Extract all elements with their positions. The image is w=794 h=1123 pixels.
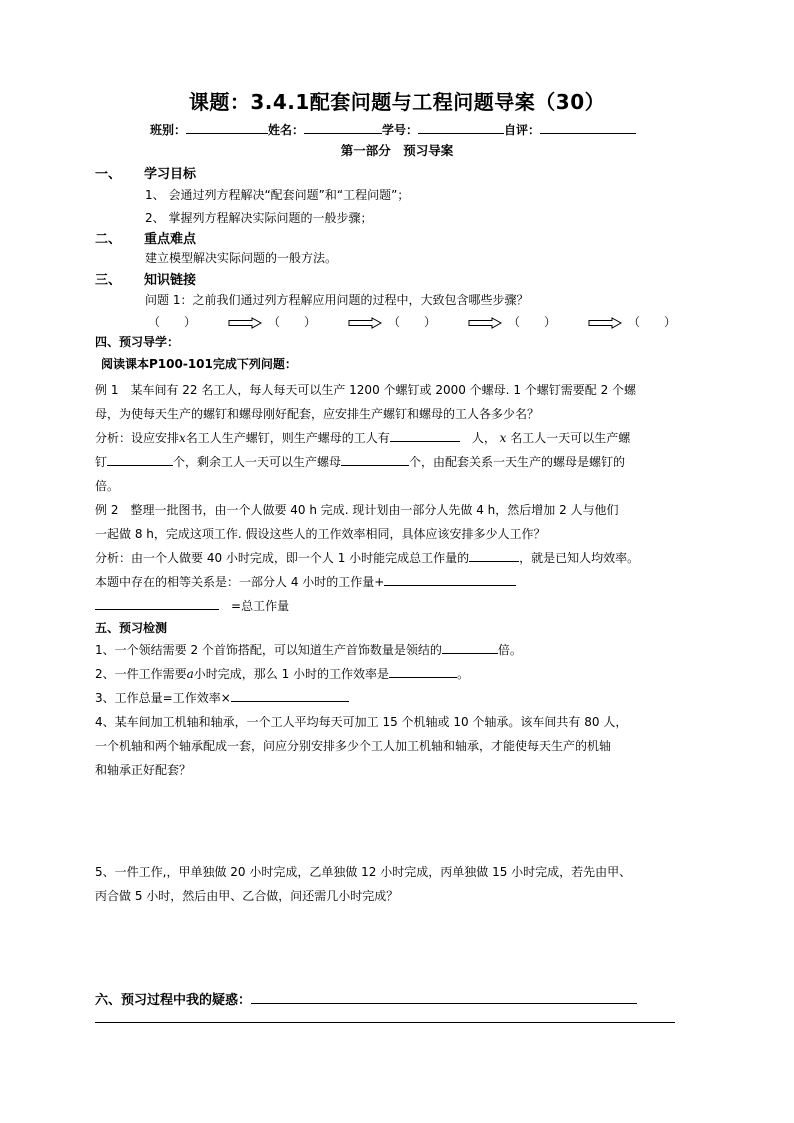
check-question-5-line2: 丙合做 5 小时，然后由甲、乙合做，问还需几小时完成？ bbox=[95, 889, 399, 903]
page-title: 课题：3.4.1配套问题与工程问题导案（30） bbox=[188, 90, 606, 114]
arrow-icon bbox=[228, 317, 262, 329]
example1-analysis-line3: 倍。 bbox=[95, 479, 120, 493]
name-label: 姓名： bbox=[268, 123, 305, 137]
class-blank[interactable] bbox=[186, 121, 268, 134]
section6-title: 六、预习过程中我的疑惑： bbox=[95, 993, 252, 1008]
eval-label: 自评： bbox=[504, 123, 541, 137]
section3-title: 知识链接 bbox=[144, 273, 197, 288]
section4-title: 四、预习导学： bbox=[95, 335, 180, 349]
text-span: 1、一个领结需要 2 个首饰搭配，可以知道生产首饰数量是领结的 bbox=[95, 643, 442, 657]
answer-blank[interactable] bbox=[469, 549, 519, 562]
step-blank-3[interactable]: （ ） bbox=[388, 315, 437, 329]
step-blank-4[interactable]: （ ） bbox=[508, 315, 557, 329]
step-blank-5[interactable]: （ ） bbox=[628, 315, 677, 329]
step-blank-2[interactable]: （ ） bbox=[268, 315, 317, 329]
text-span: 分析：由一个人做要 40 小时完成，即一个人 1 小时能完成总工作量的 bbox=[95, 551, 470, 565]
arrow-icon bbox=[468, 317, 502, 329]
answer-blank[interactable] bbox=[390, 429, 460, 442]
check-question-4-line2: 一个机轴和两个轴承配成一套，问应分别安排多少个工人加工机轴和轴承，才能使每天生产的机轴 bbox=[95, 739, 612, 753]
answer-blank[interactable] bbox=[231, 689, 349, 702]
example2-line2: 一起做 8 h，完成这项工作. 假设这些人的工作效率相同，具体应该安排多少人工作？ bbox=[95, 527, 546, 541]
id-blank[interactable] bbox=[418, 121, 504, 134]
goal-item-2: 2、 掌握列方程解决实际问题的一般步骤； bbox=[145, 211, 373, 225]
doubts-blank-2[interactable] bbox=[95, 1022, 675, 1023]
key-points-text: 建立模型解决实际问题的一般方法。 bbox=[145, 251, 338, 265]
steps-flow bbox=[148, 313, 702, 330]
reading-instruction: 阅读课本P100-101完成下列问题： bbox=[101, 357, 297, 371]
section3-number: 三、 bbox=[95, 273, 122, 288]
name-blank[interactable] bbox=[304, 121, 382, 134]
text-span: 个，剩余工人一天可以生产螺母 bbox=[173, 455, 342, 469]
example1-analysis-line2 bbox=[95, 453, 625, 470]
class-label: 班别： bbox=[150, 123, 187, 137]
id-label: 学号： bbox=[382, 123, 419, 137]
text-span: ，就是已知人均效率。 bbox=[519, 551, 640, 565]
variable-x: x bbox=[499, 431, 507, 445]
variable-x: x bbox=[179, 431, 186, 445]
doubts-line bbox=[95, 989, 637, 1008]
check-question-4-line1: 4、某车间加工机轴和轴承，一个工人平均每天可加工 15 个机轴或 10 个轴承。该车间共有 80 人， bbox=[95, 715, 628, 729]
part-title: 第一部分 预习导案 bbox=[340, 143, 454, 158]
section5-title: 五、预习检测 bbox=[95, 621, 168, 635]
example2-analysis-line2 bbox=[95, 573, 516, 590]
section2-number: 二、 bbox=[95, 232, 122, 247]
example2-analysis-line1 bbox=[95, 549, 639, 566]
text-span: 人， bbox=[471, 431, 496, 445]
check-question-4-line3: 和轴承正好配套？ bbox=[95, 763, 192, 777]
answer-blank[interactable] bbox=[384, 573, 516, 586]
answer-blank[interactable] bbox=[95, 597, 219, 610]
text-span: 个，由配套关系一天生产的螺母是螺钉的 bbox=[409, 455, 626, 469]
eval-blank[interactable] bbox=[540, 121, 636, 134]
text-span: 名工人一天可以生产螺 bbox=[510, 431, 631, 445]
text-span: 名工人生产螺钉，则生产螺母的工人有 bbox=[185, 431, 390, 445]
example1-line1: 例 1 某车间有 22 名工人，每人每天可以生产 1200 个螺钉或 2000 个螺母. 1 个螺钉需要配 2 个螺 bbox=[95, 383, 637, 397]
text-span: 本题中存在的相等关系是：一部分人 4 小时的工作量+ bbox=[95, 575, 385, 589]
variable-a: a bbox=[186, 667, 194, 681]
text-span: 分析：设应安排 bbox=[95, 431, 180, 445]
doubts-blank-1[interactable] bbox=[251, 993, 637, 1004]
example1-line2: 母，为使每天生产的螺钉和螺母刚好配套，应安排生产螺钉和螺母的工人各多少名？ bbox=[95, 407, 540, 421]
section2-title: 重点难点 bbox=[144, 232, 197, 247]
text-span: 钉 bbox=[95, 455, 108, 469]
example2-line1: 例 2 整理一批图书，由一个人做要 40 h 完成. 现计划由一部分人先做 4 h，然后增加 2 人与他们 bbox=[95, 503, 619, 517]
text-span: 2、一件工作需要 bbox=[95, 667, 187, 681]
answer-blank[interactable] bbox=[341, 453, 409, 466]
check-question-5-line1: 5、一件工作,，甲单独做 20 小时完成，乙单独做 12 小时完成，丙单独做 15 小时完成，若先由甲、 bbox=[95, 865, 632, 879]
answer-blank[interactable] bbox=[107, 453, 173, 466]
goal-item-1: 1、 会通过列方程解决“配套问题”和“工程问题”； bbox=[145, 188, 410, 202]
check-question-1 bbox=[95, 641, 522, 658]
arrow-icon bbox=[588, 317, 622, 329]
arrow-icon bbox=[348, 317, 382, 329]
answer-blank[interactable] bbox=[389, 665, 457, 678]
check-question-2 bbox=[95, 665, 469, 682]
text-span: 倍。 bbox=[497, 643, 522, 657]
text-span: 。 bbox=[457, 667, 470, 681]
section1-title: 学习目标 bbox=[144, 167, 197, 182]
student-info-line bbox=[150, 121, 636, 138]
text-span: =总工作量 bbox=[231, 599, 290, 613]
step-blank-1[interactable]: （ ） bbox=[148, 315, 197, 329]
text-span: 3、工作总量=工作效率× bbox=[95, 691, 231, 705]
example1-analysis-line1 bbox=[95, 429, 630, 446]
question-1: 问题 1：之前我们通过列方程解应用问题的过程中，大致包含哪些步骤？ bbox=[145, 293, 529, 307]
answer-blank[interactable] bbox=[442, 641, 498, 654]
section1-number: 一、 bbox=[95, 167, 122, 182]
text-span: 小时完成，那么 1 小时的工作效率是 bbox=[193, 667, 390, 681]
example2-analysis-line3 bbox=[95, 597, 289, 614]
check-question-3 bbox=[95, 689, 349, 706]
